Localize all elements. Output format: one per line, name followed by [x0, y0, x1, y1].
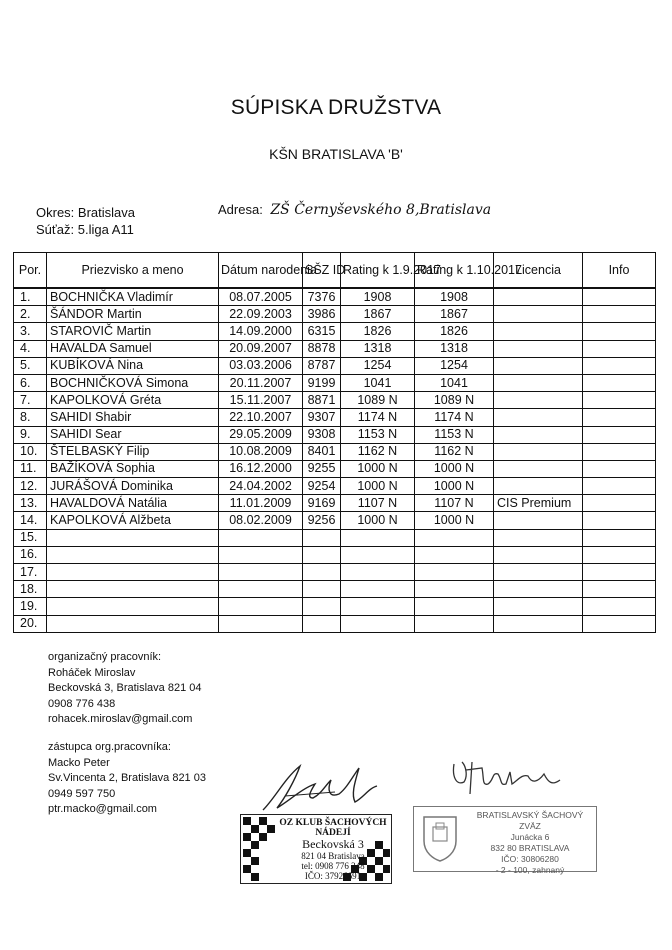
ssz-id-cell: 8871: [303, 392, 341, 409]
ssz-id-cell: [303, 615, 341, 632]
row-number-cell: 6.: [14, 374, 47, 391]
organizer-name: Roháček Miroslav: [48, 666, 136, 679]
player-name-cell: BOCHNIČKA Vladimír: [47, 288, 219, 306]
player-name-cell: BAŽÍKOVÁ Sophia: [47, 460, 219, 477]
license-cell: [494, 288, 583, 306]
page-title: SÚPISKA DRUŽSTVA: [230, 96, 442, 119]
license-cell: [494, 478, 583, 495]
table-row: [14, 409, 656, 426]
table-row: [14, 426, 656, 443]
federation-stamp: [413, 806, 597, 875]
row-number-cell: 18.: [14, 581, 47, 598]
license-cell: CIS Premium: [494, 495, 583, 512]
rating-sep-cell: [341, 615, 415, 632]
info-cell: [583, 409, 656, 426]
coat-of-arms-icon: [420, 813, 460, 863]
ssz-id-cell: 9199: [303, 374, 341, 391]
table-row: [14, 443, 656, 460]
info-cell: [583, 512, 656, 529]
competition: Súťaž: 5.liga A11: [36, 222, 134, 237]
ssz-id-cell: [303, 529, 341, 546]
player-name-cell: BOCHNIČKOVÁ Simona: [47, 374, 219, 391]
organizer-address: Beckovská 3, Bratislava 821 04: [48, 682, 202, 694]
deputy-block: [48, 740, 206, 818]
col-header: Por.: [14, 253, 47, 289]
birth-date-cell: 08.07.2005: [219, 288, 303, 306]
ssz-id-cell: 7376: [303, 288, 341, 306]
club-stamp-street: Beckovská 3: [302, 837, 364, 851]
player-name-cell: HAVALDOVÁ Natália: [47, 495, 219, 512]
rating-sep-cell: 1908: [341, 288, 415, 306]
table-header-row: [14, 253, 656, 289]
license-cell: [494, 512, 583, 529]
federation-stamp-line: IČO: 30806280: [501, 854, 559, 864]
col-header: SŠZ ID: [303, 253, 341, 289]
row-number-cell: 16.: [14, 546, 47, 563]
info-cell: [583, 581, 656, 598]
player-name-cell: [47, 581, 219, 598]
player-name-cell: JURÁŠOVÁ Dominika: [47, 478, 219, 495]
birth-date-cell: [219, 529, 303, 546]
birth-date-cell: [219, 546, 303, 563]
row-number-cell: 19.: [14, 598, 47, 615]
info-cell: [583, 443, 656, 460]
address-value: ZŠ Černyševského 8,Bratislava: [270, 202, 492, 218]
birth-date-cell: 03.03.2006: [219, 357, 303, 374]
rating-oct-cell: 1153 N: [415, 426, 494, 443]
birth-date-cell: 20.11.2007: [219, 374, 303, 391]
rating-sep-cell: 1318: [341, 340, 415, 357]
row-number-cell: 12.: [14, 478, 47, 495]
rating-sep-cell: 1174 N: [341, 409, 415, 426]
rating-sep-cell: 1867: [341, 306, 415, 323]
birth-date-cell: [219, 581, 303, 598]
ssz-id-cell: 8401: [303, 443, 341, 460]
roster-table: [13, 252, 656, 633]
row-number-cell: 3.: [14, 323, 47, 340]
table-row: [14, 564, 656, 581]
rating-oct-cell: 1089 N: [415, 392, 494, 409]
birth-date-cell: [219, 615, 303, 632]
license-cell: [494, 374, 583, 391]
birth-date-cell: 20.09.2007: [219, 340, 303, 357]
player-name-cell: ŠÁNDOR Martin: [47, 306, 219, 323]
player-name-cell: [47, 564, 219, 581]
club-stamp-city: 821 04 Bratislava: [301, 851, 365, 861]
license-cell: [494, 460, 583, 477]
rating-oct-cell: 1867: [415, 306, 494, 323]
birth-date-cell: 24.04.2002: [219, 478, 303, 495]
rating-sep-cell: [341, 581, 415, 598]
player-name-cell: HAVALDA Samuel: [47, 340, 219, 357]
rating-oct-cell: 1826: [415, 323, 494, 340]
ssz-id-cell: 9308: [303, 426, 341, 443]
federation-stamp-line: Junáckа 6: [510, 832, 550, 842]
row-number-cell: 1.: [14, 288, 47, 306]
col-header: Licencia: [494, 253, 583, 289]
ssz-id-cell: 9256: [303, 512, 341, 529]
info-cell: [583, 478, 656, 495]
ssz-id-cell: [303, 581, 341, 598]
license-cell: [494, 323, 583, 340]
birth-date-cell: 16.12.2000: [219, 460, 303, 477]
ssz-id-cell: 9255: [303, 460, 341, 477]
organizer-block: [48, 650, 201, 728]
license-cell: [494, 615, 583, 632]
row-number-cell: 13.: [14, 495, 47, 512]
player-name-cell: [47, 529, 219, 546]
info-cell: [583, 615, 656, 632]
info-cell: [583, 374, 656, 391]
rating-oct-cell: 1000 N: [415, 460, 494, 477]
deputy-label: zástupca org.pracovníka:: [48, 741, 171, 753]
table-row: [14, 306, 656, 323]
license-cell: [494, 306, 583, 323]
info-cell: [583, 529, 656, 546]
rating-oct-cell: [415, 529, 494, 546]
ssz-id-cell: [303, 546, 341, 563]
license-cell: [494, 529, 583, 546]
team-name: KŠN BRATISLAVA 'B': [269, 146, 403, 162]
table-row: [14, 529, 656, 546]
player-name-cell: ŠTELBASKÝ Filip: [47, 443, 219, 460]
birth-date-cell: 11.01.2009: [219, 495, 303, 512]
table-row: [14, 546, 656, 563]
rating-oct-cell: [415, 615, 494, 632]
club-stamp: [240, 814, 392, 884]
table-row: [14, 460, 656, 477]
table-row: [14, 598, 656, 615]
federation-stamp-text: [466, 810, 594, 876]
birth-date-cell: 15.11.2007: [219, 392, 303, 409]
birth-date-cell: 14.09.2000: [219, 323, 303, 340]
federation-stamp-line: 832 80 BRATISLAVA: [490, 843, 570, 853]
row-number-cell: 4.: [14, 340, 47, 357]
rating-oct-cell: 1000 N: [415, 478, 494, 495]
rating-oct-cell: [415, 564, 494, 581]
license-cell: [494, 409, 583, 426]
rating-oct-cell: 1107 N: [415, 495, 494, 512]
rating-oct-cell: 1254: [415, 357, 494, 374]
row-number-cell: 11.: [14, 460, 47, 477]
table-row: [14, 288, 656, 306]
ssz-id-cell: 3986: [303, 306, 341, 323]
rating-oct-cell: 1000 N: [415, 512, 494, 529]
row-number-cell: 9.: [14, 426, 47, 443]
table-row: [14, 478, 656, 495]
row-number-cell: 7.: [14, 392, 47, 409]
license-cell: [494, 564, 583, 581]
district-block: [36, 204, 135, 238]
license-cell: [494, 426, 583, 443]
info-cell: [583, 564, 656, 581]
address-block: [218, 202, 491, 218]
organizer-label: organizačný pracovník:: [48, 651, 162, 663]
rating-sep-cell: 1089 N: [341, 392, 415, 409]
rating-sep-cell: 1041: [341, 374, 415, 391]
rating-sep-cell: [341, 598, 415, 615]
player-name-cell: STAROVIČ Martin: [47, 323, 219, 340]
rating-sep-cell: 1000 N: [341, 478, 415, 495]
rating-oct-cell: 1908: [415, 288, 494, 306]
row-number-cell: 20.: [14, 615, 47, 632]
rating-sep-cell: 1826: [341, 323, 415, 340]
ssz-id-cell: 9307: [303, 409, 341, 426]
info-cell: [583, 288, 656, 306]
info-cell: [583, 460, 656, 477]
federation-stamp-name: BRATISLAVSKÝ ŠACHOVÝ ZVÄZ: [476, 810, 584, 831]
rating-sep-cell: [341, 564, 415, 581]
address-label: Adresa:: [218, 202, 263, 217]
table-row: [14, 615, 656, 632]
rating-oct-cell: [415, 581, 494, 598]
rating-sep-cell: 1107 N: [341, 495, 415, 512]
info-cell: [583, 426, 656, 443]
table-row: [14, 357, 656, 374]
rating-oct-cell: [415, 546, 494, 563]
district: Okres: Bratislava: [36, 205, 135, 220]
row-number-cell: 2.: [14, 306, 47, 323]
signature-organizer: [255, 758, 395, 816]
info-cell: [583, 357, 656, 374]
player-name-cell: [47, 598, 219, 615]
player-name-cell: SAHIDI Shabir: [47, 409, 219, 426]
rating-sep-cell: [341, 546, 415, 563]
table-row: [14, 512, 656, 529]
ssz-id-cell: 8878: [303, 340, 341, 357]
player-name-cell: [47, 546, 219, 563]
table-row: [14, 323, 656, 340]
birth-date-cell: 08.02.2009: [219, 512, 303, 529]
club-stamp-tel: tel: 0908 776 348: [301, 861, 365, 871]
signature-federation: [448, 756, 568, 798]
license-cell: [494, 340, 583, 357]
rating-sep-cell: 1162 N: [341, 443, 415, 460]
rating-sep-cell: 1254: [341, 357, 415, 374]
deputy-email[interactable]: ptr.macko@gmail.com: [48, 803, 157, 815]
player-name-cell: KUBÍKOVÁ Nina: [47, 357, 219, 374]
rating-sep-cell: 1000 N: [341, 512, 415, 529]
rating-sep-cell: 1153 N: [341, 426, 415, 443]
rating-sep-cell: [341, 529, 415, 546]
player-name-cell: [47, 615, 219, 632]
ssz-id-cell: [303, 598, 341, 615]
player-name-cell: KAPOLKOVÁ Gréta: [47, 392, 219, 409]
birth-date-cell: 29.05.2009: [219, 426, 303, 443]
info-cell: [583, 598, 656, 615]
col-header: Dátum narodenia: [219, 253, 303, 289]
table-row: [14, 495, 656, 512]
ssz-id-cell: 9254: [303, 478, 341, 495]
table-row: [14, 374, 656, 391]
row-number-cell: 8.: [14, 409, 47, 426]
info-cell: [583, 392, 656, 409]
organizer-email[interactable]: rohacek.miroslav@gmail.com: [48, 713, 193, 725]
col-header: Info: [583, 253, 656, 289]
license-cell: [494, 546, 583, 563]
ssz-id-cell: [303, 564, 341, 581]
birth-date-cell: 22.09.2003: [219, 306, 303, 323]
birth-date-cell: [219, 564, 303, 581]
deputy-address: Sv.Vincenta 2, Bratislava 821 03: [48, 772, 206, 784]
info-cell: [583, 546, 656, 563]
table-row: [14, 581, 656, 598]
row-number-cell: 10.: [14, 443, 47, 460]
ssz-id-cell: 8787: [303, 357, 341, 374]
rating-oct-cell: 1041: [415, 374, 494, 391]
rating-oct-cell: 1318: [415, 340, 494, 357]
col-header: Rating k 1.10.2017: [415, 253, 494, 289]
license-cell: [494, 392, 583, 409]
info-cell: [583, 340, 656, 357]
info-cell: [583, 323, 656, 340]
table-row: [14, 340, 656, 357]
birth-date-cell: 10.08.2009: [219, 443, 303, 460]
ssz-id-cell: 9169: [303, 495, 341, 512]
col-header: Priezvisko a meno: [47, 253, 219, 289]
federation-stamp-line: - 2 - 100, zahnaný: [495, 865, 565, 875]
rating-sep-cell: 1000 N: [341, 460, 415, 477]
deputy-name: Macko Peter: [48, 756, 110, 769]
player-name-cell: SAHIDI Sear: [47, 426, 219, 443]
table-row: [14, 392, 656, 409]
license-cell: [494, 581, 583, 598]
row-number-cell: 15.: [14, 529, 47, 546]
rating-oct-cell: 1174 N: [415, 409, 494, 426]
license-cell: [494, 357, 583, 374]
license-cell: [494, 598, 583, 615]
birth-date-cell: 22.10.2007: [219, 409, 303, 426]
row-number-cell: 17.: [14, 564, 47, 581]
row-number-cell: 14.: [14, 512, 47, 529]
license-cell: [494, 443, 583, 460]
player-name-cell: KAPOLKOVÁ Alžbeta: [47, 512, 219, 529]
rating-oct-cell: [415, 598, 494, 615]
club-stamp-ico: IČO: 37926691: [304, 871, 362, 881]
club-stamp-name: OZ KLUB ŠACHOVÝCH NÁDEJÍ: [279, 818, 387, 838]
ssz-id-cell: 6315: [303, 323, 341, 340]
birth-date-cell: [219, 598, 303, 615]
info-cell: [583, 495, 656, 512]
row-number-cell: 5.: [14, 357, 47, 374]
col-header: Rating k 1.9.2017: [341, 253, 415, 289]
rating-oct-cell: 1162 N: [415, 443, 494, 460]
organizer-phone: 0908 776 438: [48, 697, 116, 710]
deputy-phone: 0949 597 750: [48, 787, 116, 800]
club-stamp-text: [279, 818, 387, 881]
info-cell: [583, 306, 656, 323]
